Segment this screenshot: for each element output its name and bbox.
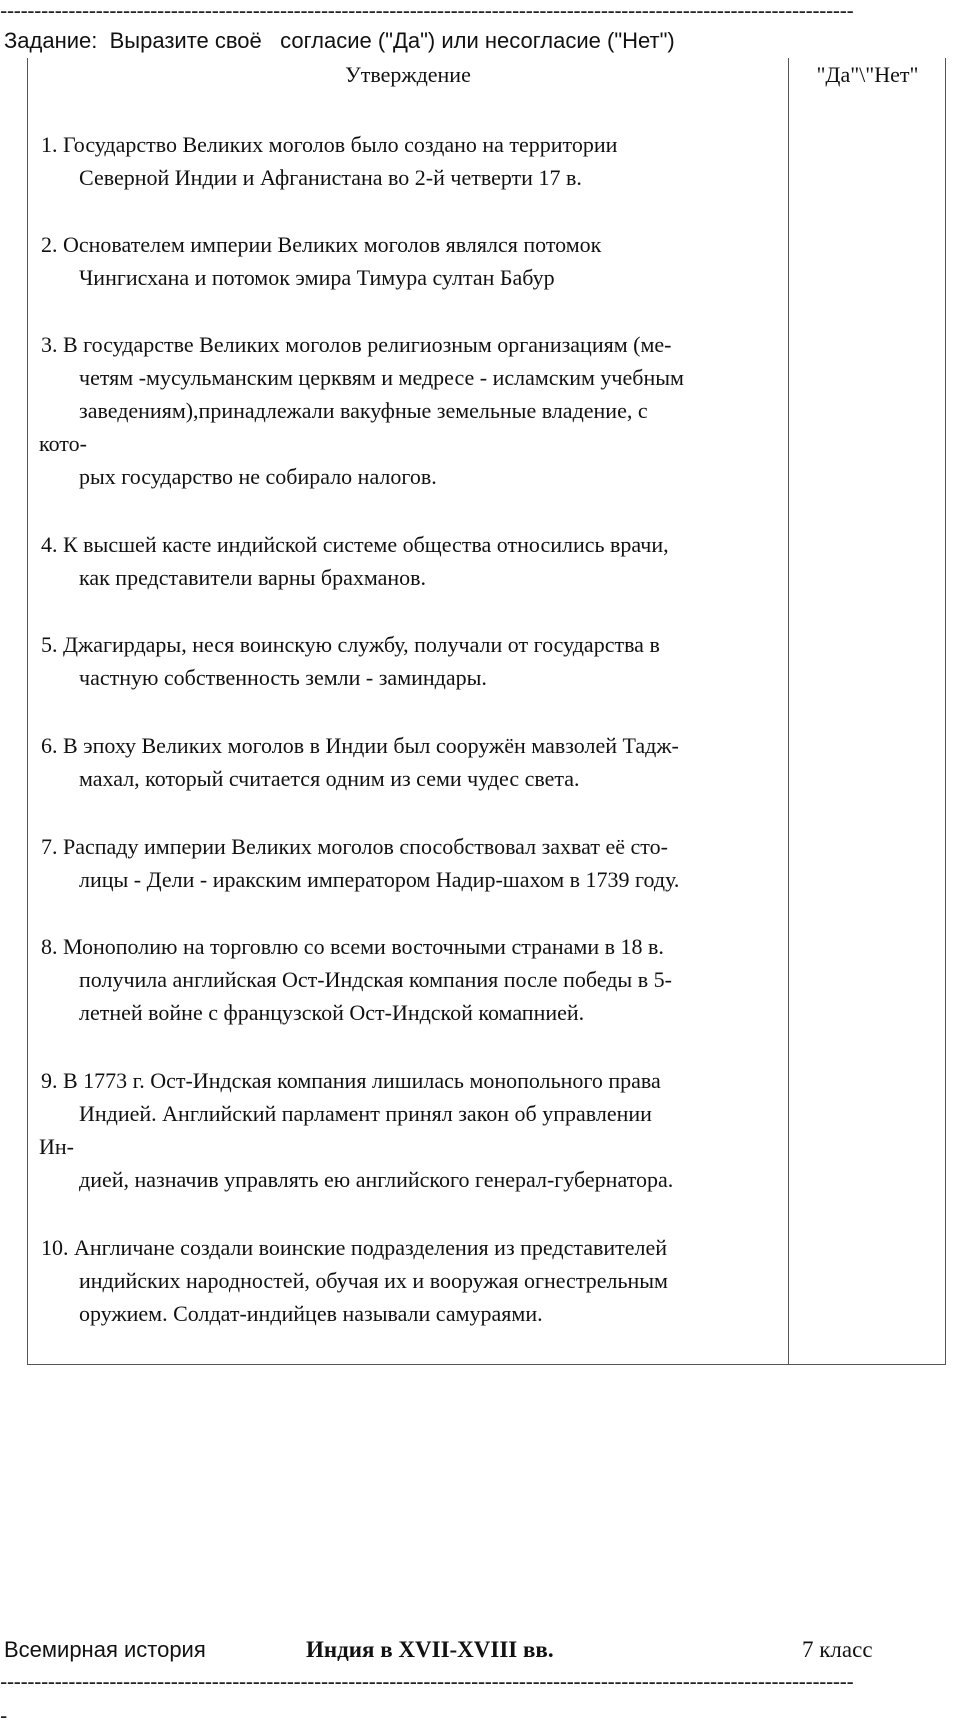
answer-cell-5[interactable]: [789, 628, 946, 694]
answer-cell-9[interactable]: [789, 1064, 946, 1196]
answer-cell-2[interactable]: [789, 228, 946, 294]
answer-cell-10[interactable]: [789, 1231, 946, 1330]
statement-row-1: [24, 128, 784, 194]
statement-line: заведениям),принадлежали вакуфные земельные владение, с: [79, 398, 648, 423]
statement-row-4: [24, 528, 784, 594]
statement-line: оружием. Солдат-индийцев называли самураями.: [79, 1301, 543, 1326]
statement-line: получила английская Ост-Индская компания после победы в 5-: [79, 967, 672, 992]
answer-cell-3[interactable]: [789, 328, 946, 493]
statement-row-7: [24, 830, 784, 896]
statement-line: 10. Англичане создали воинские подразделения из представителей: [41, 1235, 668, 1260]
statement-row-3: [24, 328, 784, 493]
statement-line: 8. Монополию на торговлю со всеми восточными странами в 18 в.: [41, 934, 664, 959]
bottom-separator-tail: -: [0, 1705, 7, 1727]
statement-line: 9. В 1773 г. Ост-Индская компания лишилась монопольного права: [41, 1068, 661, 1093]
statement-line: четям -мусульманским церквям и медресе - исламским учебным: [79, 365, 684, 390]
statement-line: как представители варны брахманов.: [79, 565, 427, 590]
statement-line: 4. К высшей касте индийской системе общества относились врачи,: [41, 532, 669, 557]
header-answer: "Да"\"Нет": [816, 62, 919, 87]
footer-grade: 7 класс: [802, 1637, 873, 1662]
answer-cell-8[interactable]: [789, 930, 946, 1029]
statement-line: 5. Джагирдары, неся воинскую службу, получали от государства в: [41, 632, 660, 657]
statement-line: 6. В эпоху Великих моголов в Индии был сооружён мавзолей Тадж-: [41, 733, 679, 758]
header-statement: Утверждение: [345, 62, 471, 87]
statement-row-10: [24, 1231, 784, 1330]
statement-line: Индией. Английский парламент принял закон об управлении: [79, 1101, 652, 1126]
statement-line: дией, назначив управлять ею английского генерал-губернатора.: [79, 1167, 674, 1192]
answer-cell-1[interactable]: [789, 128, 946, 194]
footer-topic: Индия в XVII-XVIII вв.: [306, 1637, 554, 1662]
answer-cell-7[interactable]: [789, 830, 946, 896]
table-bottom-border: [27, 1364, 946, 1365]
statement-line: махал, который считается одним из семи чудес света.: [79, 766, 580, 791]
statement-line: Чингисхана и потомок эмира Тимура султан Бабур: [79, 265, 555, 290]
statement-line: 2. Основателем империи Великих моголов являлся потомок: [41, 232, 602, 257]
statement-line: 7. Распаду империи Великих моголов способствовал захват её сто-: [41, 834, 668, 859]
statement-row-9: [24, 1064, 784, 1196]
statement-row-5: [24, 628, 784, 694]
top-separator: -----------------------------------------------------------------------------------------------------------------------------: [0, 0, 854, 22]
statement-line: Северной Индии и Афганистана во 2-й четверти 17 в.: [79, 165, 582, 190]
statement-line: летней войне с французской Ост-Индской комапнией.: [79, 1000, 585, 1025]
statement-line: рых государство не собирало налогов.: [79, 464, 437, 489]
statement-row-2: [24, 228, 784, 294]
answer-cell-4[interactable]: [789, 528, 946, 594]
statement-line: лицы - Дели - иракским императором Надир-шахом в 1739 году.: [79, 867, 680, 892]
task-instruction: Задание: Выразите своё согласие ("Да") или несогласие ("Нет"): [4, 28, 675, 53]
statement-line: кото-: [39, 431, 87, 456]
statement-row-8: [24, 930, 784, 1029]
statement-line: Ин-: [39, 1134, 74, 1159]
bottom-separator: -----------------------------------------------------------------------------------------------------------------------------: [0, 1671, 854, 1693]
statement-line: частную собственность земли - заминдары.: [79, 665, 487, 690]
footer-subject: Всемирная история: [4, 1637, 206, 1662]
statement-row-6: [24, 729, 784, 795]
statement-line: индийских народностей, обучая их и вооружая огнестрельным: [79, 1268, 668, 1293]
statement-line: 1. Государство Великих моголов было создано на территории: [41, 132, 618, 157]
statement-line: 3. В государстве Великих моголов религиозным организациям (ме-: [41, 332, 672, 357]
answer-cell-6[interactable]: [789, 729, 946, 795]
